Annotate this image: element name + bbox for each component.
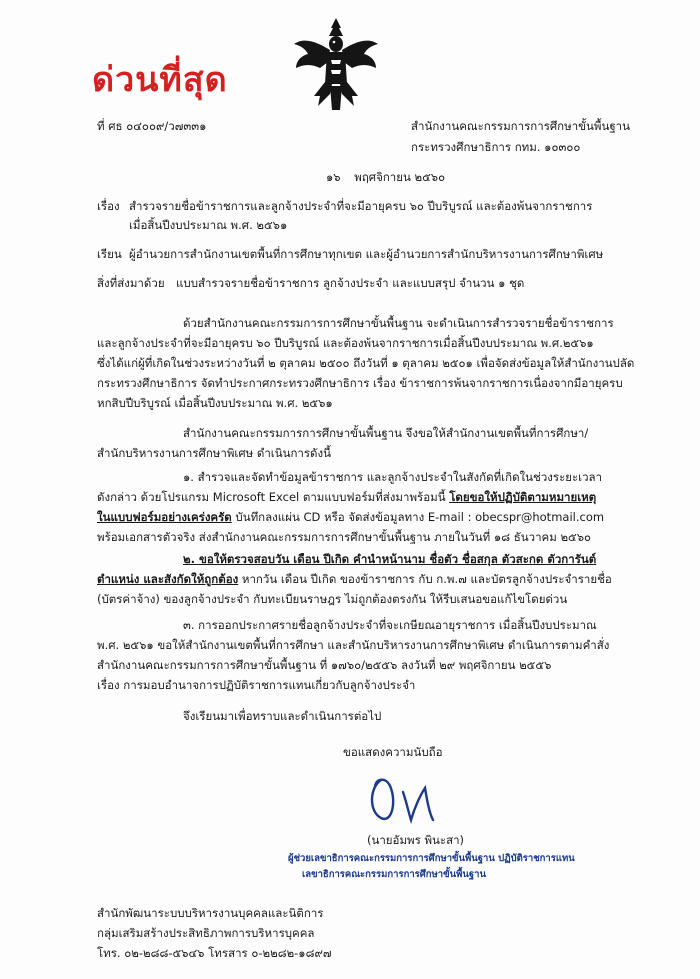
item2-text: หากวัน เดือน ปีเกิด ของข้าราชการ กับ ก.พ.๗ และบัตรลูกจ้างประจำรายชื่อ: [238, 572, 612, 586]
item1-line: พร้อมเอกสารตัวจริง ส่งสำนักงานคณะกรรมการการศึกษาขั้นพื้นฐาน ภายในวันที่ ๑๘ ธันวาคม ๒๕๖๐: [97, 530, 592, 544]
subject-label: เรื่อง: [97, 199, 120, 213]
item1-line: [97, 489, 596, 505]
item1-emphasis: โดยขอให้ปฏิบัติตามหมายเหตุ: [449, 490, 597, 504]
enclosure-label: สิ่งที่ส่งมาด้วย: [97, 276, 165, 290]
agency-address: กระทรวงศึกษาธิการ กทม. ๑๐๓๐๐: [411, 140, 581, 154]
date-day: ๑๖: [326, 170, 341, 184]
closing-text: จึงเรียนมาเพื่อทราบและดำเนินการต่อไป: [183, 709, 382, 723]
item2-emphasis: ตำแหน่ง และสังกัดให้ถูกต้อง: [97, 572, 239, 586]
item2-line: [97, 571, 612, 587]
signer-name: (นายอัมพร พินะสา): [367, 833, 465, 847]
signer-title-1: ผู้ช่วยเลขาธิการคณะกรรมการการศึกษาขั้นพื้นฐาน ปฏิบัติราชการแทน: [288, 853, 575, 864]
subject-line-2: เมื่อสิ้นปีงบประมาณ พ.ศ. ๒๕๖๑: [129, 218, 288, 232]
body-p2-line: สำนักงานคณะกรรมการการศึกษาขั้นพื้นฐาน จึงขอให้สำนักงานเขตพื้นที่การศึกษา/: [183, 426, 589, 440]
urgent-stamp: ด่วนที่สุด: [92, 60, 228, 100]
body-p1-line: หกสิบปีบริบูรณ์ เมื่อสิ้นปีงบประมาณ พ.ศ. ๒๕๖๑: [97, 396, 333, 410]
regards-text: ขอแสดงความนับถือ: [343, 745, 443, 759]
recipient-text: ผู้อำนวยการสำนักงานเขตพื้นที่การศึกษาทุกเขต และผู้อำนวยการสำนักบริหารงานการศึกษาพิเศษ: [129, 247, 604, 261]
item1-text: บันทึกลงแผ่น CD หรือ จัดส่งข้อมูลทาง E-mail :: [231, 510, 476, 524]
garuda-emblem-icon: [290, 14, 382, 114]
body-p1-line: และลูกจ้างประจำที่จะมีอายุครบ ๖๐ ปีบริบูรณ์ และต้องพ้นจากราชการเมื่อสิ้นปีงบประมาณ พ.ศ.๒๕๖๑: [97, 336, 594, 350]
item3-line: สำนักงานคณะกรรมการการศึกษาขั้นพื้นฐาน ที่ ๑๗๖๐/๒๕๕๖ ลงวันที่ ๒๙ พฤศจิกายน ๒๕๕๖: [97, 658, 552, 672]
footer-contact: โทร. ๐๒-๒๘๘-๕๖๔๖ โทรสาร ๐-๒๒๘๒-๑๘๙๗: [97, 946, 332, 960]
item1-line: [97, 509, 604, 525]
email-link[interactable]: obecspr@hotmail.com: [475, 510, 605, 524]
enclosure-text: แบบสำรวจรายชื่อข้าราชการ ลูกจ้างประจำ และแบบสรุป จำนวน ๑ ชุด: [176, 276, 525, 290]
body-p1-line: กระทรวงศึกษาธิการ จัดทำประกาศกระทรวงศึกษาธิการ เรื่อง ข้าราชการพ้นจากราชการเนื่องจากมีอายุครบ: [97, 376, 623, 390]
handwritten-signature: [363, 768, 449, 830]
item1-text: ดังกล่าว ด้วยโปรแกรม Microsoft Excel ตามแบบฟอร์มที่ส่งมาพร้อมนี้: [97, 490, 450, 504]
item3-line: ๓. การออกประกาศรายชื่อลูกจ้างประจำที่จะเกษียณอายุราชการ เมื่อสิ้นปีงบประมาณ: [183, 618, 597, 632]
body-p2-line: สำนักบริหารงานการศึกษาพิเศษ ดำเนินการดังนี้: [97, 446, 331, 460]
item2-line: (บัตรค่าจ้าง) ของลูกจ้างประจำ กับทะเบียนราษฎร ไม่ถูกต้องตรงกัน ให้รีบเสนอขอแก้ไขโดยด่วน: [97, 592, 568, 606]
subject-line-1: สำรวจรายชื่อข้าราชการและลูกจ้างประจำที่จะมีอายุครบ ๖๐ ปีบริบูรณ์ และต้องพ้นจากราชการ: [129, 199, 593, 213]
agency-name: สำนักงานคณะกรรมการการศึกษาขั้นพื้นฐาน: [411, 119, 630, 133]
reference-number: ที่ ศธ ๐๔๐๐๙/ว๗๓๓๑: [97, 119, 207, 133]
document-date: [326, 169, 445, 185]
signer-title-2: เลขาธิการคณะกรรมการการศึกษาขั้นพื้นฐาน: [302, 869, 486, 880]
body-p1-line: ด้วยสำนักงานคณะกรรมการการศึกษาขั้นพื้นฐาน จะดำเนินการสำรวจรายชื่อข้าราชการ: [183, 316, 614, 330]
footer-office: สำนักพัฒนาระบบบริหารงานบุคคลและนิติการ: [97, 906, 324, 920]
item3-line: เรื่อง การมอบอำนาจการปฏิบัติราชการแทนเกี่ยวกับลูกจ้างประจำ: [97, 678, 416, 692]
footer-group: กลุ่มเสริมสร้างประสิทธิภาพการบริหารบุคคล: [97, 926, 315, 940]
item1-emphasis: ในแบบฟอร์มอย่างเคร่งครัด: [97, 510, 232, 524]
recipient-label: เรียน: [97, 247, 122, 261]
item1-line: ๑. สำรวจและจัดทำข้อมูลข้าราชการ และลูกจ้างประจำในสังกัดที่เกิดในช่วงระยะเวลา: [183, 470, 603, 484]
date-month-year: พฤศจิกายน ๒๕๖๐: [354, 170, 446, 184]
item3-line: พ.ศ. ๒๕๖๑ ขอให้สำนักงานเขตพื้นที่การศึกษา และสำนักบริหารงานการศึกษาพิเศษ ดำเนินการตามคำสั่ง: [97, 638, 610, 652]
item2-emphasis: ๒. ขอให้ตรวจสอบวัน เดือน ปีเกิด คำนำหน้านาม ชื่อตัว ชื่อสกุล ตัวสะกด ตัวการันต์: [183, 552, 597, 566]
body-p1-line: ซึ่งได้แก่ผู้ที่เกิดในช่วงระหว่างวันที่ ๒ ตุลาคม ๒๕๐๐ ถึงวันที่ ๑ ตุลาคม ๒๕๐๑ เพื่อจัดส่งข้อมูลให้สำนักงานปลัด: [97, 356, 635, 370]
